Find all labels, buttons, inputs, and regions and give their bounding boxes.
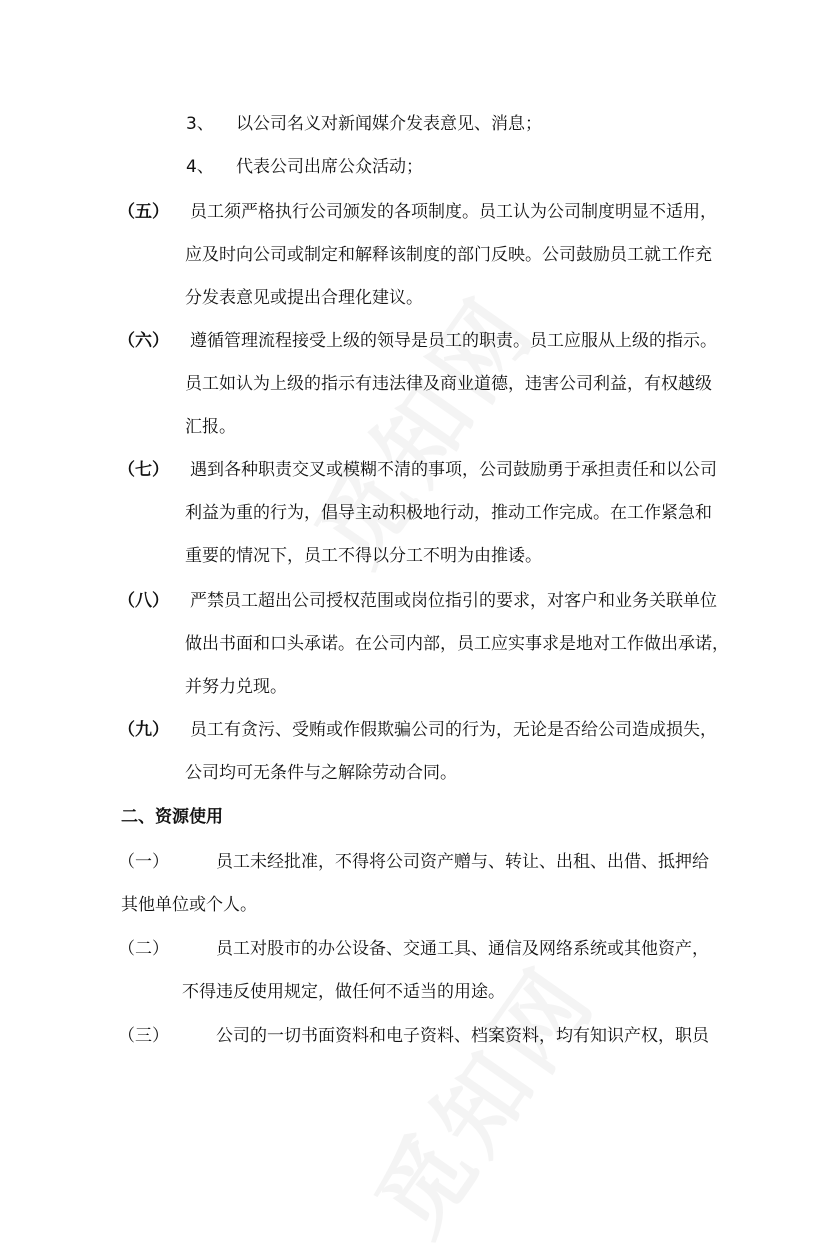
- paragraph-line: 员工未经批准，不得将公司资产赠与、转让、出租、出借、抵押给: [216, 852, 709, 872]
- paragraph-line: 汇报。: [185, 417, 236, 437]
- paragraph-line: 员工如认为上级的指示有违法律及商业道德，违害公司利益，有权越级: [185, 374, 712, 394]
- item-text: 代表公司出席公众活动；: [236, 157, 423, 177]
- item-number: 4、: [186, 157, 214, 177]
- paragraph-line: 不得违反使用规定，做任何不适当的用途。: [182, 982, 505, 1002]
- paragraph-line: 分发表意见或提出合理化建议。: [185, 288, 423, 308]
- paragraph-line: 重要的情况下，员工不得以分工不明为由推诿。: [185, 546, 542, 566]
- item-number: 3、: [186, 114, 214, 134]
- paragraph-line: 做出书面和口头承诺。在公司内部，员工应实事求是地对工作做出承诺，: [185, 634, 729, 654]
- paragraph-line: 员工须严格执行公司颁发的各项制度。员工认为公司制度明显不适用，: [190, 202, 717, 222]
- paragraph-line: 应及时向公司或制定和解释该制度的部门反映。公司鼓励员工就工作充: [185, 245, 712, 265]
- paragraph-line: 利益为重的行为，倡导主动积极地行动，推动工作完成。在工作紧急和: [185, 503, 712, 523]
- paragraph-line: 严禁员工超出公司授权范围或岗位指引的要求，对客户和业务关联单位: [190, 591, 717, 611]
- section-number: （三）: [118, 1026, 169, 1046]
- section-number: （二）: [118, 939, 169, 959]
- section-number: （六）: [118, 331, 169, 351]
- paragraph-line: 公司均可无条件与之解除劳动合同。: [185, 763, 457, 783]
- section-number: （九）: [118, 720, 169, 740]
- section-heading: 二、资源使用: [121, 807, 223, 827]
- paragraph-line: 员工有贪污、受贿或作假欺骗公司的行为，无论是否给公司造成损失，: [190, 720, 717, 740]
- paragraph-line: 遇到各种职责交叉或模糊不清的事项，公司鼓励勇于承担责任和以公司: [190, 460, 717, 480]
- item-text: 以公司名义对新闻媒介发表意见、消息；: [236, 114, 542, 134]
- paragraph-line: 遵循管理流程接受上级的领导是员工的职责。员工应服从上级的指示。: [190, 331, 717, 351]
- section-number: （一）: [118, 852, 169, 872]
- watermark: [280, 265, 560, 586]
- paragraph-line: 员工对股市的办公设备、交通工具、通信及网络系统或其他资产，: [216, 939, 709, 959]
- section-number: （五）: [118, 202, 169, 222]
- section-number: （八）: [118, 591, 169, 611]
- paragraph-line: 其他单位或个人。: [121, 895, 257, 915]
- paragraph-line: 并努力兑现。: [185, 677, 287, 697]
- paragraph-line: 公司的一切书面资料和电子资料、档案资料，均有知识产权，职员: [216, 1026, 709, 1046]
- section-number: （七）: [118, 460, 169, 480]
